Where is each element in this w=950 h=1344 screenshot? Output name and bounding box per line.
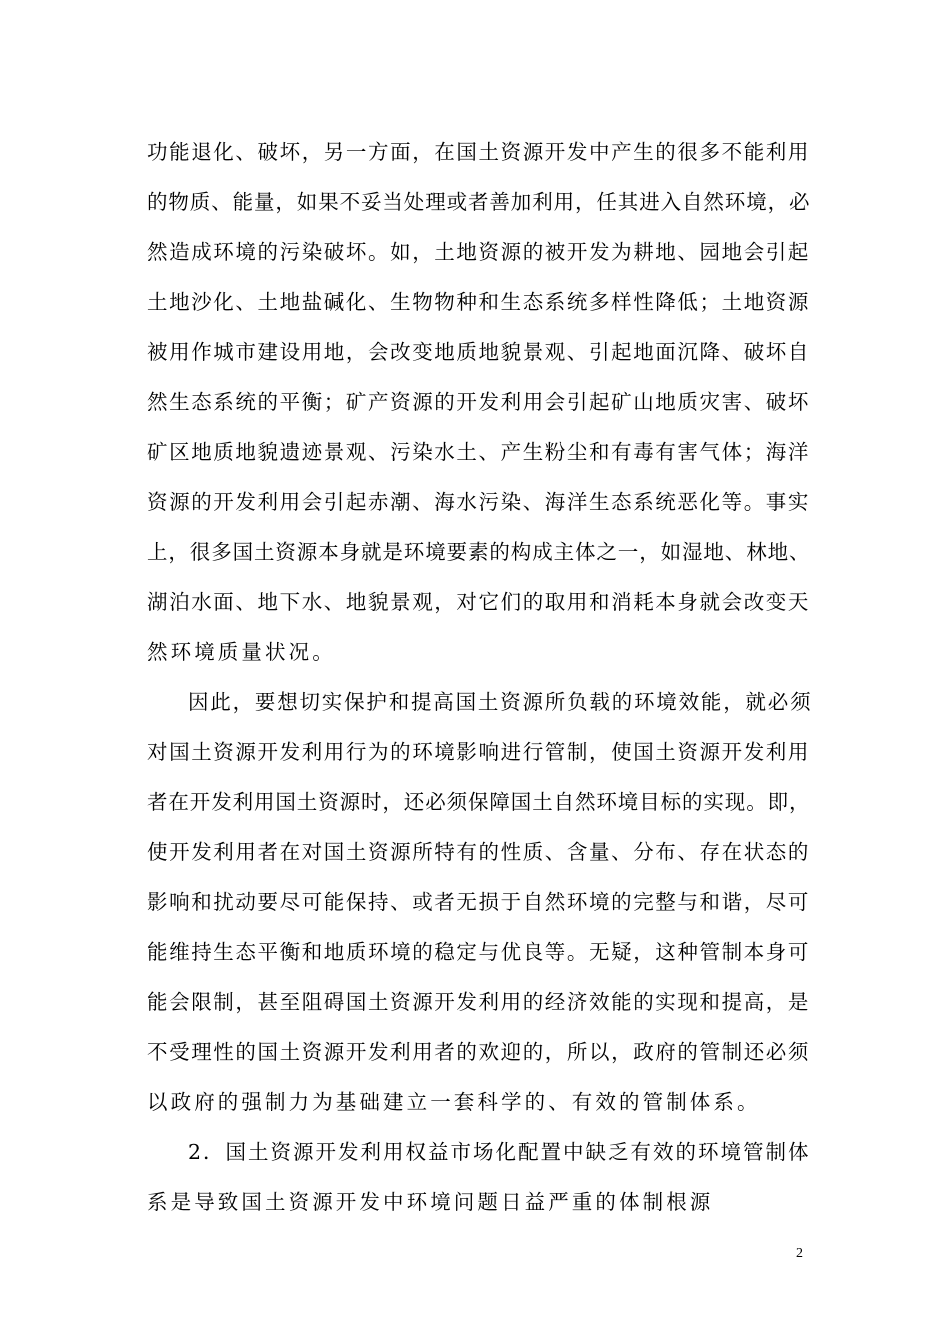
paragraph-1-line-9: 上，很多国土资源本身就是环境要素的构成主体之一，如湿地、林地、 bbox=[147, 540, 811, 564]
paragraph-1-line-6: 然生态系统的平衡；矿产资源的开发利用会引起矿山地质灾害、破坏 bbox=[147, 390, 810, 414]
section-heading-line-1: 2．国土资源开发利用权益市场化配置中缺乏有效的环境管制体 bbox=[188, 1140, 811, 1164]
paragraph-2-line-5: 影响和扰动要尽可能保持、或者无损于自然环境的完整与和谐，尽可 bbox=[147, 890, 810, 914]
page-number: 2 bbox=[796, 1246, 803, 1261]
paragraph-1-line-11: 然环境质量状况。 bbox=[147, 640, 336, 664]
paragraph-2-line-4: 使开发利用者在对国土资源所特有的性质、含量、分布、存在状态的 bbox=[147, 840, 810, 864]
paragraph-2-line-8: 不受理性的国土资源开发利用者的欢迎的，所以，政府的管制还必须 bbox=[147, 1040, 810, 1064]
paragraph-1-line-3: 然造成环境的污染破坏。如，土地资源的被开发为耕地、园地会引起 bbox=[147, 240, 810, 264]
paragraph-1-line-5: 被用作城市建设用地，会改变地质地貌景观、引起地面沉降、破坏自 bbox=[147, 340, 810, 364]
paragraph-2-line-7: 能会限制，甚至阻碍国土资源开发利用的经济效能的实现和提高，是 bbox=[147, 990, 810, 1014]
paragraph-2-line-1: 因此，要想切实保护和提高国土资源所负载的环境效能，就必须 bbox=[188, 690, 813, 714]
paragraph-2-line-9: 以政府的强制力为基础建立一套科学的、有效的管制体系。 bbox=[147, 1090, 761, 1114]
section-heading-line-2: 系是导致国土资源开发中环境问题日益严重的体制根源 bbox=[147, 1190, 714, 1214]
paragraph-2-line-2: 对国土资源开发利用行为的环境影响进行管制，使国土资源开发利用 bbox=[147, 740, 810, 764]
paragraph-1-line-4: 土地沙化、土地盐碱化、生物物种和生态系统多样性降低；土地资源 bbox=[147, 290, 810, 314]
paragraph-2-line-6: 能维持生态平衡和地质环境的稳定与优良等。无疑，这种管制本身可 bbox=[147, 940, 810, 964]
paragraph-1-line-8: 资源的开发利用会引起赤潮、海水污染、海洋生态系统恶化等。事实 bbox=[147, 490, 810, 514]
paragraph-1-line-2: 的物质、能量，如果不妥当处理或者善加利用，任其进入自然环境，必 bbox=[147, 190, 811, 214]
paragraph-1-line-10: 湖泊水面、地下水、地貌景观，对它们的取用和消耗本身就会改变天 bbox=[147, 590, 810, 614]
paragraph-2-line-3: 者在开发利用国土资源时，还必须保障国土自然环境目标的实现。即， bbox=[147, 790, 811, 814]
paragraph-1-line-1: 功能退化、破坏，另一方面，在国土资源开发中产生的很多不能利用 bbox=[147, 140, 810, 164]
paragraph-1-line-7: 矿区地质地貌遗迹景观、污染水土、产生粉尘和有毒有害气体；海洋 bbox=[147, 440, 810, 464]
